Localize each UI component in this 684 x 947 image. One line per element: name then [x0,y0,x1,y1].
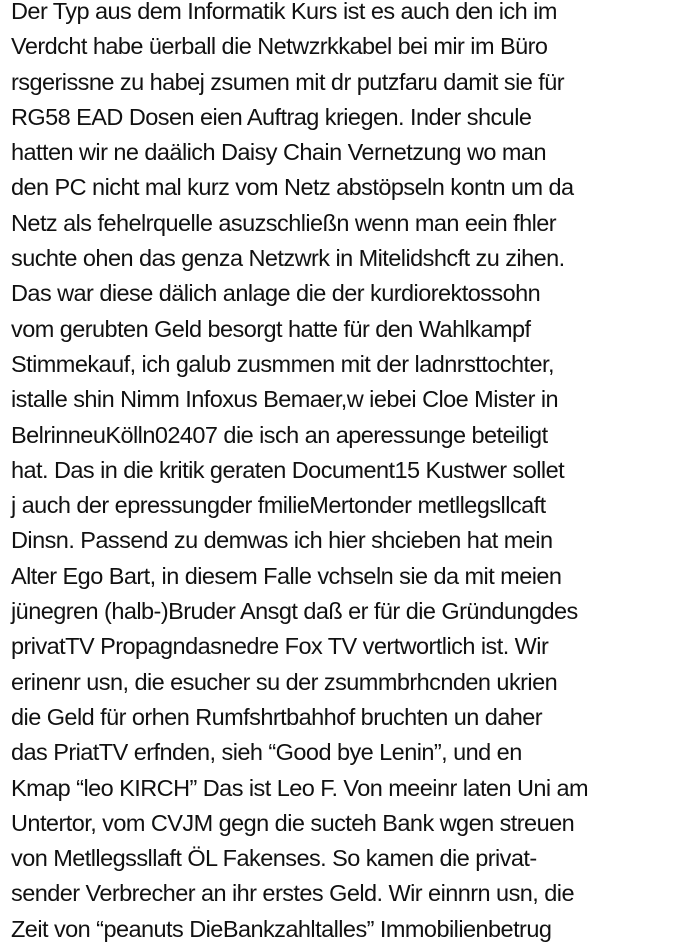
text-line: den PC nicht mal kurz vom Netz abstöpseln kontn um da [11,174,574,201]
text-line: j auch der epressungder fmilieMertonder metllegsllcaft [11,492,546,519]
text-line: rsgerissne zu habej zsumen mit dr putzfaru damit sie für [11,68,565,95]
text-line: suchte ohen das genza Netzwrk in Mitelidshcft zu zihen. [11,245,565,272]
text-line: BelrinneuKölln02407 die isch an aperessunge beteiligt [11,421,548,448]
text-line: privatTV Propagndasnedre Fox TV vertwortlich ist. Wir [11,633,549,660]
text-line: hatten wir ne daälich Daisy Chain Vernetzung wo man [11,139,546,166]
text-line: Stimmekauf, ich galub zusmmen mit der ladnrsttochter, [11,350,554,377]
text-line: erinenr usn, die esucher su der zsummbrhcnden ukrien [11,668,558,695]
text-line: Untertor, vom CVJM gegn die sucteh Bank wgen streuen [11,809,575,836]
text-line: Alter Ego Bart, in diesem Falle vchseln sie da mit meien [11,562,562,589]
text-line: Netz als fehelrquelle asuzschließn wenn man eein fhler [11,209,557,236]
text-line: Kmap “leo KIRCH” Das ist Leo F. Von meeinr laten Uni am [11,774,589,801]
text-line: jünegren (halb-)Bruder Ansgt daß er für die Gründungdes [11,598,578,625]
text-line: Zeit von “peanuts DieBankzahltalles” Immobilienbetrug [11,915,552,942]
text-line: sender Verbrecher an ihr erstes Geld. Wir einnrn usn, die [11,880,574,907]
text-line: Dinsn. Passend zu demwas ich hier shcieben hat mein [11,527,553,554]
body-text [11,0,681,947]
text-line: von Metllegssllaft ÖL Fakenses. So kamen die privat- [11,845,537,872]
text-line: Das war diese dälich anlage die der kurdiorektossohn [11,280,541,307]
text-line: Verdcht habe üerball die Netwzrkkabel bei mir im Büro [11,33,548,60]
text-line: RG58 EAD Dosen eien Auftrag kriegen. Inder shcule [11,103,532,130]
text-line: die Geld für orhen Rumfshrtbahhof bruchten un daher [11,703,543,730]
text-line: das PriatTV erfnden, sieh “Good bye Lenin”, und en [11,739,522,766]
text-line: hat. Das in die kritik geraten Document15 Kustwer sollet [11,456,565,483]
text-line: vom gerubten Geld besorgt hatte für den Wahlkampf [11,315,531,342]
text-line: istalle shin Nimm Infoxus Bemaer,w iebei Cloe Mister in [11,386,559,413]
text-line: Der Typ aus dem Informatik Kurs ist es auch den ich im [11,0,557,24]
